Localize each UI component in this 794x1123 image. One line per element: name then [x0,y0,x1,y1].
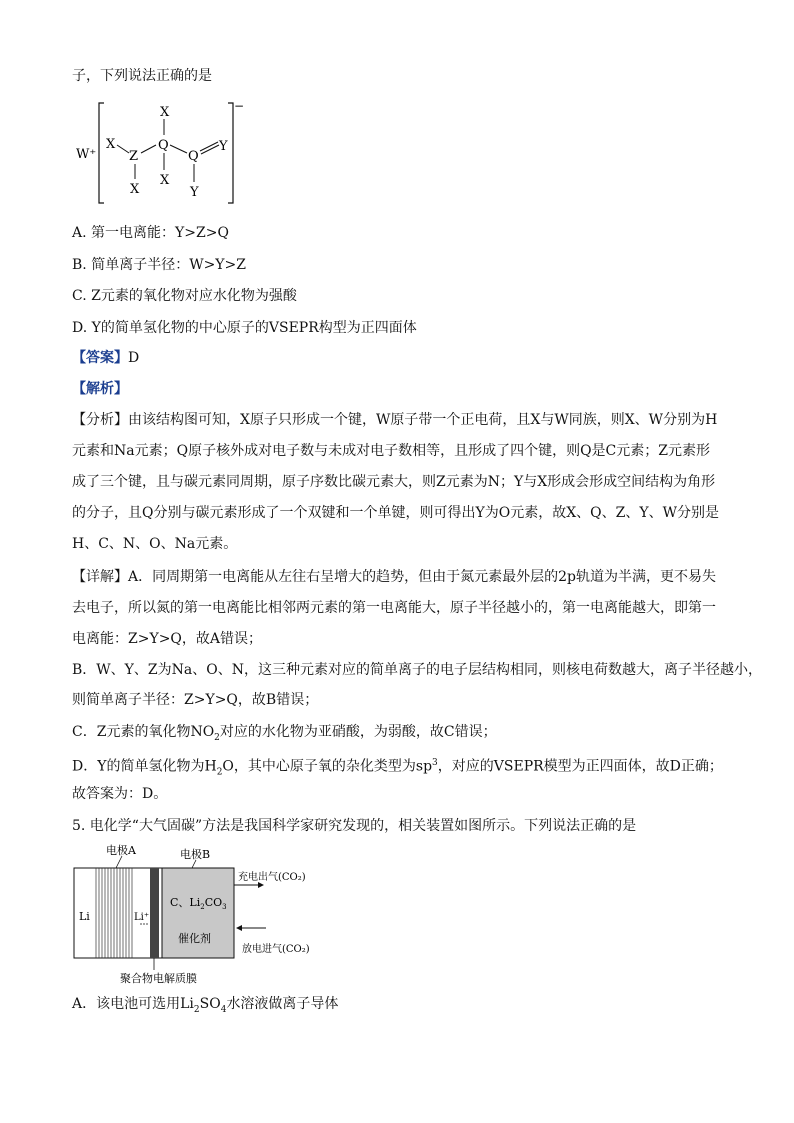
xiangjie-line-3: 电离能：Z>Y>Q，故A错误； [72,631,263,647]
xiangjie-text-1: A．同周期第一电离能从左往右呈增大的趋势，但由于氮元素最外层的2p轨道为半满，更不易失 [128,569,716,585]
electrode-b-pointer [192,860,196,868]
q5-option-a-sub1: 2 [193,1004,200,1015]
cation-label: W⁺ [76,147,97,162]
xiangjie-line-5: 则简单离子半径：Z>Y>Q，故B错误； [72,692,319,708]
electrode-a-pointer [116,856,122,868]
xiangjie-label: 【详解】 [72,569,128,585]
option-b: B. 简单离子半径：W>Y>Z [72,257,247,273]
detail-c-pre: C．Z元素的氧化物NO [72,724,215,740]
detail-d-mid: O，其中心原子氧的杂化类型为sp [222,758,433,775]
left-bracket [99,103,104,203]
atom-x-top: X [160,105,170,120]
discharge-in-arrowhead [236,925,242,931]
atom-x-below-z: X [130,182,140,197]
catalyst-label: 催化剂 [178,932,211,945]
membrane-label: 聚合物电解质膜 [120,972,197,985]
xiangjie-line-2: 去电子，所以氮的第一电离能比相邻两元素的第一电离能大，原子半径越小的，第一电离能越大，即第一 [72,600,716,616]
fenxi-line-5: H、C、N、O、Na元素。 [72,536,238,552]
fenxi-text-1: 由该结构图可知，X原子只形成一个键，W原子带一个正电荷，且X与W同族，则X、W分别为H [128,412,718,428]
conclusion-line: 故答案为：D。 [72,786,168,802]
atom-y-below: Y [190,185,199,200]
q5-option-a-post: 水溶液做离子导体 [226,996,339,1012]
detail-d-sup: 3 [432,758,438,768]
fenxi-line-2: 元素和Na元素；Q原子核外成对电子数与未成对电子数相等，且形成了四个键，则Q是C元素；Z元素形 [72,443,710,459]
answer-line [72,348,139,368]
discharge-in-label: 放电进气(CO₂) [242,944,310,955]
charge-label: − [234,99,245,113]
xiangjie-line-1 [72,567,716,587]
analysis-label: 【解析】 [72,381,128,397]
q5-option-a-sub2: 4 [220,1004,227,1015]
detail-d-sub: 2 [216,767,223,778]
answer-label: 【答案】 [72,350,128,366]
q5-option-a-pre: A．该电池可选用Li [72,996,194,1012]
detail-d-line [72,753,723,782]
q5-option-a [72,994,338,1020]
option-a: A. 第一电离能：Y>Z>Q [72,225,229,241]
atom-y-double: Y [219,139,228,154]
right-bracket [228,103,233,203]
electrode-a-label: 电极A [106,844,136,857]
answer-value: D [128,350,140,366]
fenxi-label: 【分析】 [72,412,128,428]
fenxi-line-1 [72,410,717,430]
charge-out-label: 充电出气(CO₂) [238,872,306,883]
analysis-heading [72,379,128,399]
q5-option-a-mid: SO [199,996,221,1012]
atom-q-right: Q [188,149,199,164]
detail-c-sub: 2 [214,732,220,743]
atom-q-center: Q [158,138,169,153]
atom-z: Z [129,149,139,164]
molecular-structure-diagram [72,98,272,210]
atom-x-below-q: X [160,173,170,188]
detail-c-line [72,722,497,748]
xiangjie-line-4: B．W、Y、Z为Na、O、N，这三种元素对应的简单离子的电子层结构相同，则核电荷数越大，离子半径越小， [72,662,762,678]
detail-d-pre: D．Y的简单氢化物为H [72,758,217,775]
fenxi-line-3: 成了三个键，且与碳元素同周期，原子序数比碳元素大，则Z元素为N；Y与X形成会形成空间结构为角形 [72,474,716,490]
electrode-b-label: 电极B [180,848,211,861]
atom-x-left: X [106,137,116,152]
li-label: Li [79,910,90,923]
question-5-title: 5. 电化学“大气固碳”方法是我国科学家研究发现的，相关装置如图所示。下列说法正确的是 [72,818,637,834]
option-c: C. Z元素的氧化物对应水化物为强酸 [72,288,297,304]
detail-c-post: 对应的水化物为亚硝酸，为弱酸，故C错误； [219,724,497,740]
polymer-membrane [150,868,159,958]
compound-label: C、$Li_2CO_3$ [170,896,227,911]
detail-d-post: ，对应的VSEPR模型为正四面体，故D正确； [437,758,723,775]
question-intro: 子，下列说法正确的是 [72,68,212,84]
fenxi-line-4: 的分子，且Q分别与碳元素形成了一个双键和一个单键，则可得出Y为O元素，故X、Q、Z、Y、W分别是 [72,505,719,521]
battery-diagram [70,840,330,988]
option-d: D. Y的简单氢化物的中心原子的VSEPR构型为正四面体 [72,320,417,336]
li-ion-label: Li⁺ [134,912,150,923]
